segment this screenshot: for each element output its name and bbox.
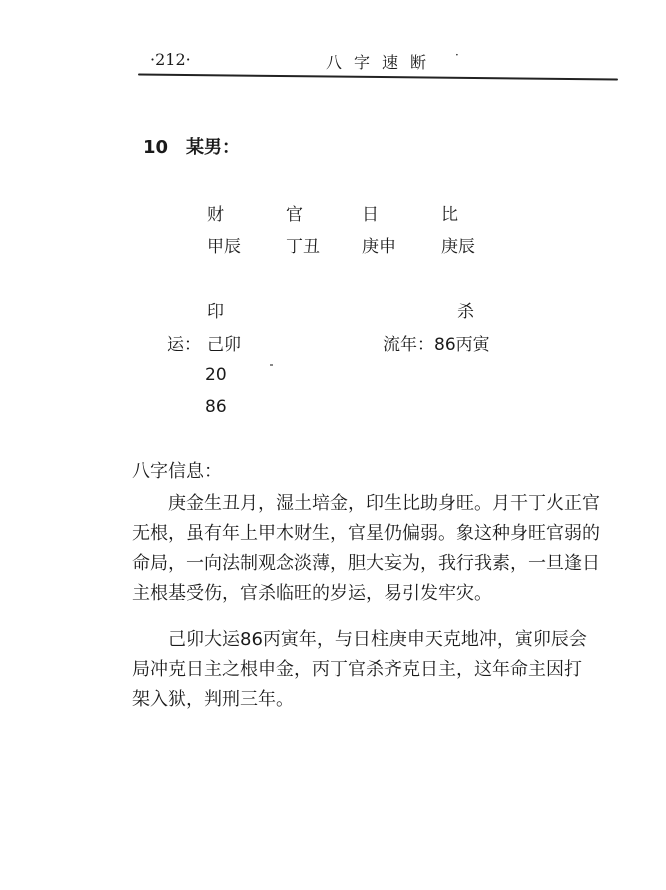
text-line: 架入狱，判刑三年。 [132, 689, 294, 710]
stray-mark [270, 364, 273, 366]
header-rule [138, 73, 618, 80]
luck-year: 86 [205, 397, 227, 417]
text-line: 主根基受伤，官杀临旺的岁运，易引发牢灾。 [132, 583, 492, 604]
year-god: 杀 [457, 302, 474, 322]
page-number: ·212· [150, 50, 191, 69]
god-day: 日 [362, 205, 379, 225]
pillar-hour: 庚辰 [441, 237, 475, 257]
paragraph-analysis [132, 489, 616, 609]
text-line: 局冲克日主之根申金，丙丁官杀齐克日主，这年命主因打 [132, 659, 582, 680]
text-line: 庚金生丑月，湿土培金，印生比助身旺。月干丁火正官 [132, 493, 600, 514]
text-line: 无根，虽有年上甲木财生，官星仍偏弱。象这种身旺官弱的 [132, 523, 600, 544]
case-title: 10 某男： [143, 137, 241, 158]
god-year: 财 [207, 205, 224, 225]
luck-start-age: 20 [205, 365, 227, 385]
text-line: 己卯大运86丙寅年，与日柱庚申天克地冲，寅卯辰会 [132, 629, 587, 650]
text-line: 命局，一向法制观念淡薄，胆大妄为，我行我素，一旦逢日 [132, 553, 600, 574]
running-header-title: 八字速断 [326, 53, 439, 72]
luck-pillar: 己卯 [207, 335, 241, 355]
luck-god: 印 [207, 302, 224, 322]
header-dot: · [455, 48, 459, 62]
flowing-year: 流年：86丙寅 [383, 335, 490, 355]
pillar-year: 甲辰 [207, 237, 241, 257]
god-month: 官 [286, 205, 303, 225]
pillar-day: 庚申 [362, 237, 396, 257]
god-hour: 比 [441, 205, 458, 225]
pillar-month: 丁丑 [286, 237, 320, 257]
section-heading: 八字信息： [132, 461, 222, 482]
luck-label: 运： [167, 335, 201, 355]
paragraph-outcome [132, 625, 616, 715]
